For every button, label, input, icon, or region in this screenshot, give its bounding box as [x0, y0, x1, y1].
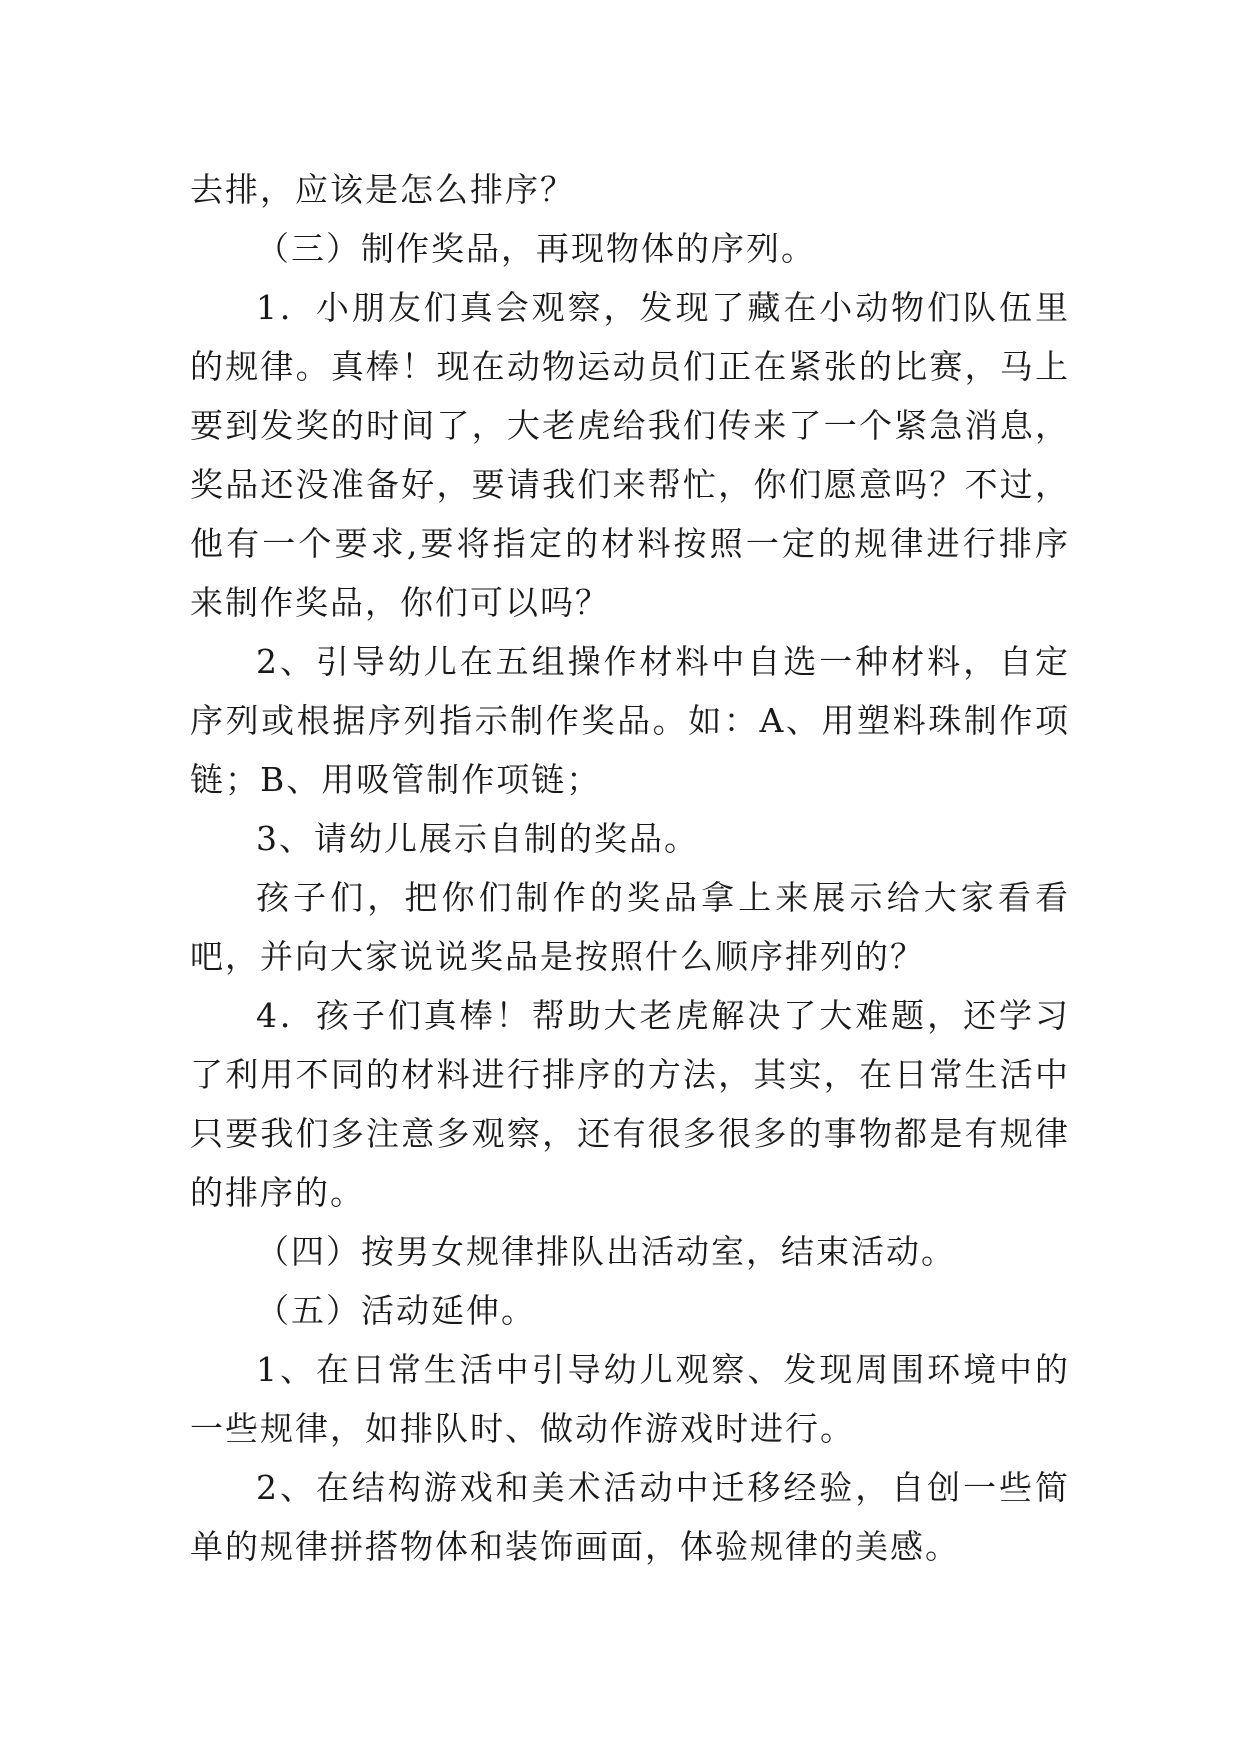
document-body — [190, 160, 1070, 1576]
paragraph-step-4: 4．孩子们真棒！帮助大老虎解决了大难题，还学习了利用不同的材料进行排序的方法，其实，在日常生活中只要我们多注意多观察，还有很多很多的事物都是有规律的排序的。 — [190, 996, 1070, 1212]
paragraph-step-1: 1．小朋友们真会观察，发现了藏在小动物们队伍里的规律。真棒！现在动物运动员们正在紧张的比赛，马上要到发奖的时间了，大老虎给我们传来了一个紧急消息，奖品还没准备好，要请我们来帮忙，你们愿意吗？不过，他有一个要求,要将指定的材料按照一定的规律进行排序来制作奖品，你们可以吗？ — [190, 288, 1070, 622]
paragraph-extension-2: 2、在结构游戏和美术活动中迁移经验，自创一些简单的规律拼搭物体和装饰画面，体验规律的美感。 — [190, 1468, 1070, 1566]
paragraph-step-2: 2、引导幼儿在五组操作材料中自选一种材料，自定序列或根据序列指示制作奖品。如：A、用塑料珠制作项链；B、用吸管制作项链； — [190, 642, 1070, 799]
paragraph-continuation: 去排，应该是怎么排序？ — [190, 170, 575, 209]
paragraph-step-3: 3、请幼儿展示自制的奖品。 — [256, 819, 699, 858]
paragraph-show-prizes: 孩子们，把你们制作的奖品拿上来展示给大家看看吧，并向大家说说奖品是按照什么顺序排列的？ — [190, 878, 1070, 976]
paragraph-extension-1: 1、在日常生活中引导幼儿观察、发现周围环境中的一些规律，如排队时、做动作游戏时进行。 — [190, 1350, 1070, 1448]
section-heading-five: （五）活动延伸。 — [256, 1291, 536, 1330]
section-heading-four: （四）按男女规律排队出活动室，结束活动。 — [256, 1232, 956, 1271]
section-heading-three: （三）制作奖品，再现物体的序列。 — [256, 229, 816, 268]
